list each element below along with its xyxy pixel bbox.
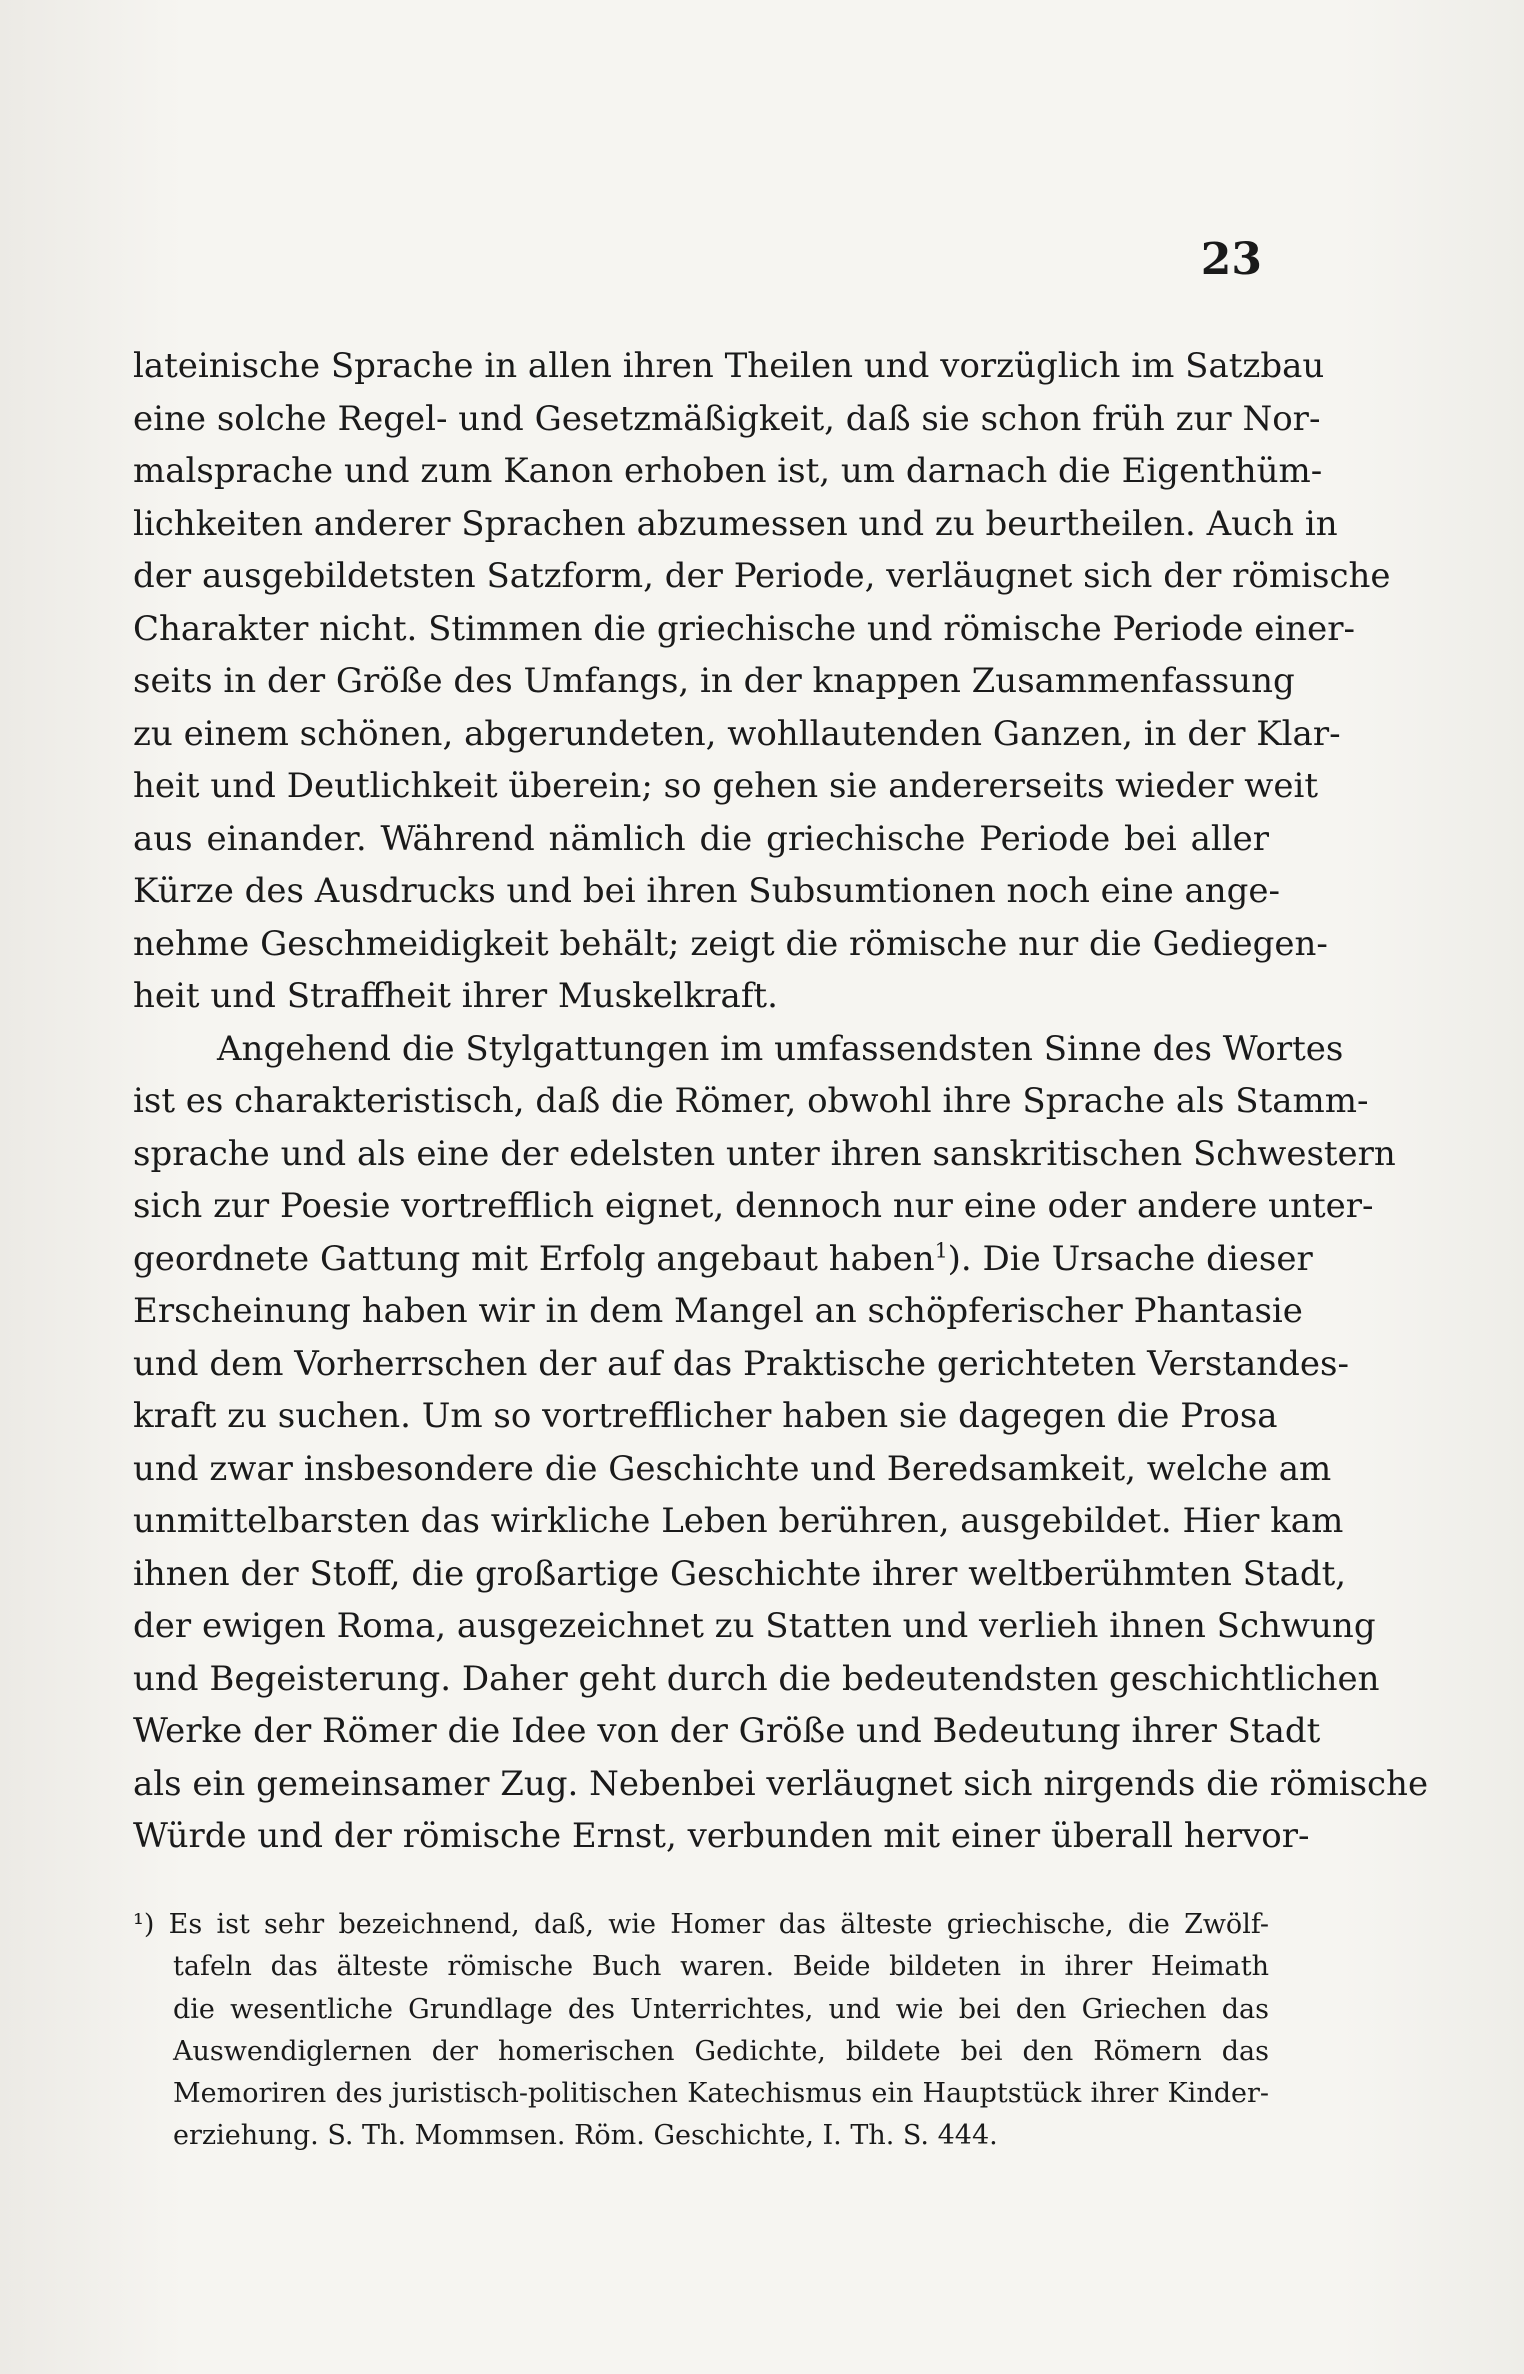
footnote-marker: ¹) <box>133 1909 155 1940</box>
footnote-line: erziehung. S. Th. Mommsen. Röm. Geschichte, I. Th. S. 444. <box>173 2120 998 2152</box>
text-line: der ausgebildetsten Satzform, der Periode, verläugnet sich der römische <box>133 556 1391 596</box>
text-line: lateinische Sprache in allen ihren Theilen und vorzüglich im Satzbau <box>133 346 1325 386</box>
footnote-line: Memoriren des juristisch-politischen Katechismus ein Hauptstück ihrer Kinder- <box>173 2078 1269 2110</box>
text-line: sprache und als eine der edelsten unter ihren sanskritischen Schwestern <box>133 1133 1396 1174</box>
text-line: heit und Deutlichkeit überein; so gehen sie andererseits wieder weit <box>133 766 1319 806</box>
text-line: nehme Geschmeidigkeit behält; zeigt die römische nur die Gediegen- <box>133 923 1328 964</box>
page-number: 23 <box>1200 234 1262 285</box>
text-line: lichkeiten anderer Sprachen abzumessen und zu beurtheilen. Auch in <box>133 503 1338 544</box>
text-line: der ewigen Roma, ausgezeichnet zu Statten und verlieh ihnen Schwung <box>133 1606 1376 1646</box>
footnote-text: Es ist sehr bezeichnend, daß, wie Homer das älteste griechische, die Zwölf- <box>168 1909 1269 1940</box>
text-line: und Begeisterung. Daher geht durch die bedeutendsten geschichtlichen <box>133 1658 1380 1699</box>
text-line-with-footnote-ref <box>133 1233 1313 1286</box>
text-line: Charakter nicht. Stimmen die griechische und römische Periode einer- <box>133 608 1356 649</box>
text-line: heit und Straffheit ihrer Muskelkraft. <box>133 976 778 1016</box>
text-line: und zwar insbesondere die Geschichte und Beredsamkeit, welche am <box>133 1448 1332 1489</box>
text-line: Kürze des Ausdrucks und bei ihren Subsumtionen noch eine ange- <box>133 871 1281 911</box>
text-line: Würde und der römische Ernst, verbunden mit einer überall hervor- <box>133 1816 1310 1856</box>
text-line: sich zur Poesie vortrefflich eignet, dennoch nur eine oder andere unter- <box>133 1186 1374 1226</box>
text-segment: geordnete Gattung mit Erfolg angebaut haben <box>133 1238 935 1279</box>
text-segment: ). Die Ursache dieser <box>947 1238 1313 1279</box>
footnote-line <box>133 1904 1269 1946</box>
footnote-line: Auswendiglernen der homerischen Gedichte, bildete bei den Römern das <box>173 2035 1269 2067</box>
text-line: Angehend die Stylgattungen im umfassendsten Sinne des Wortes <box>217 1028 1344 1069</box>
footnote-line: die wesentliche Grundlage des Unterrichtes, und wie bei den Griechen das <box>173 1993 1269 2025</box>
text-line: und dem Vorherrschen der auf das Praktische gerichteten Verstandes- <box>133 1343 1349 1384</box>
text-line: Erscheinung haben wir in dem Mangel an schöpferischer Phantasie <box>133 1291 1303 1331</box>
footnote-reference[interactable]: 1 <box>934 1238 948 1263</box>
text-line: unmittelbarsten das wirkliche Leben berühren, ausgebildet. Hier kam <box>133 1501 1344 1541</box>
footnote <box>133 1904 1269 2158</box>
text-line: seits in der Größe des Umfangs, in der knappen Zusammenfassung <box>133 661 1295 701</box>
text-line: als ein gemeinsamer Zug. Nebenbei verläugnet sich nirgends die römische <box>133 1763 1429 1804</box>
text-line: eine solche Regel- und Gesetzmäßigkeit, daß sie schon früh zur Nor- <box>133 398 1321 439</box>
text-line: aus einander. Während nämlich die griechische Periode bei aller <box>133 818 1269 859</box>
text-line: ihnen der Stoff, die großartige Geschichte ihrer weltberühmten Stadt, <box>133 1553 1347 1594</box>
footnote-line: tafeln das älteste römische Buch waren. Beide bildeten in ihrer Heimath <box>173 1951 1269 1983</box>
text-line: malsprache und zum Kanon erhoben ist, um darnach die Eigenthüm- <box>133 451 1323 491</box>
text-line: Werke der Römer die Idee von der Größe und Bedeutung ihrer Stadt <box>133 1711 1321 1751</box>
text-line: ist es charakteristisch, daß die Römer, obwohl ihre Sprache als Stamm- <box>133 1081 1369 1121</box>
text-line: kraft zu suchen. Um so vortrefflicher haben sie dagegen die Prosa <box>133 1396 1278 1436</box>
body-text <box>133 340 1429 1863</box>
text-line: zu einem schönen, abgerundeten, wohllautenden Ganzen, in der Klar- <box>133 713 1341 754</box>
